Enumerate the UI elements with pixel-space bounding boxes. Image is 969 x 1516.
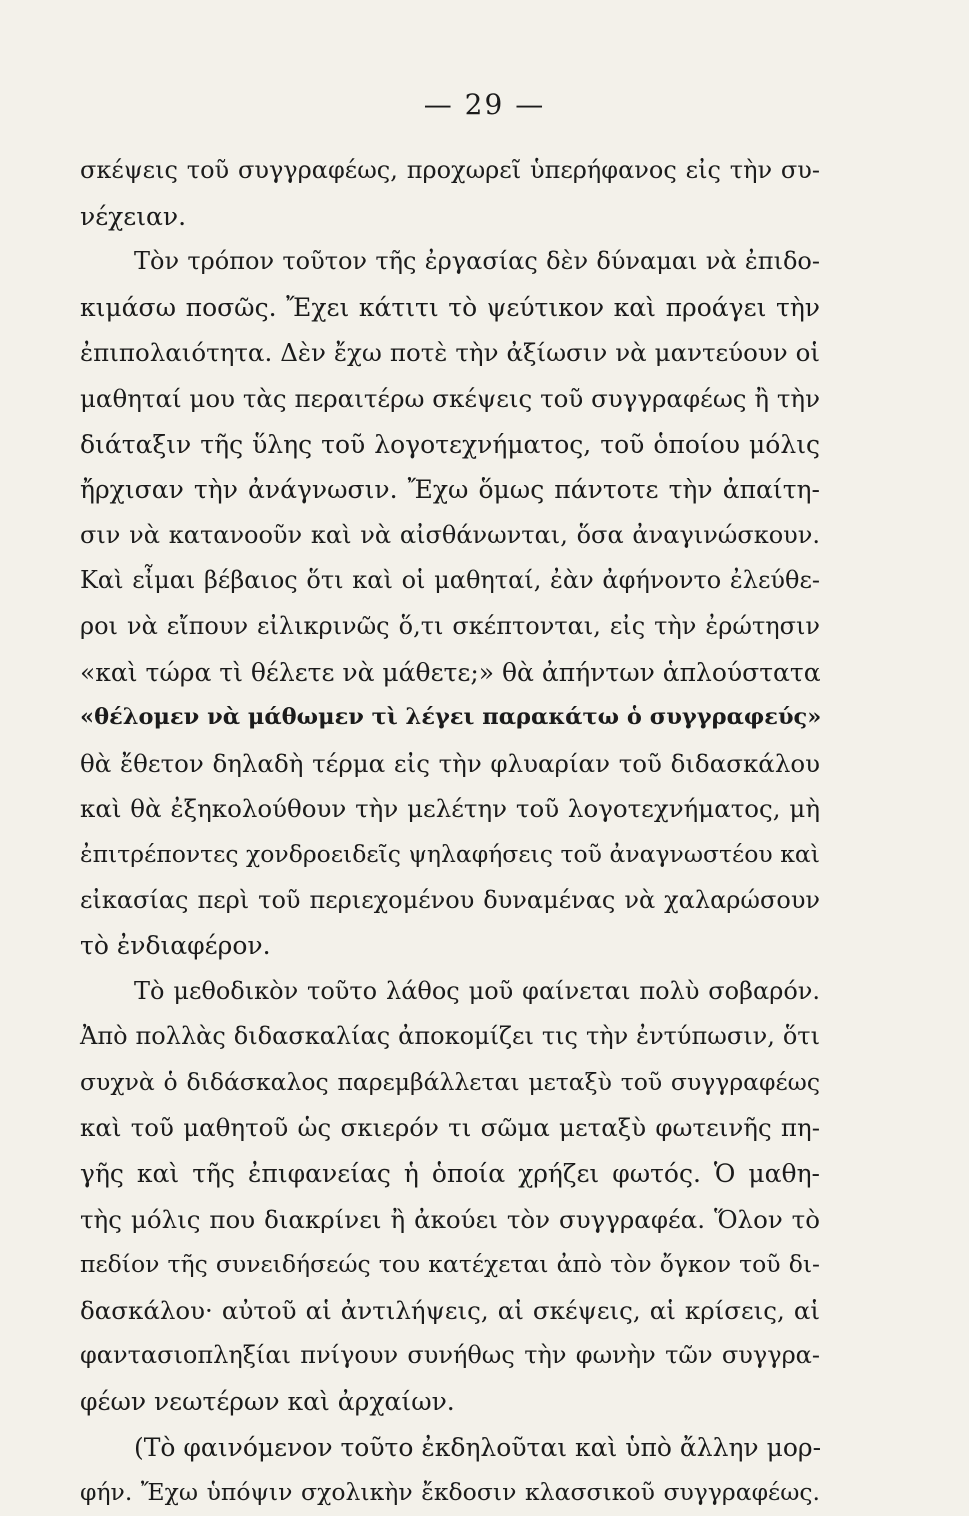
text-line: ἤρχισαν τὴν ἀνάγνωσιν. Ἔχω ὅμως πάντοτε τὴν ἀπαίτη- — [80, 475, 820, 505]
text-line: «θέλομεν νὰ μάθωμεν τὶ λέγει παρακάτω ὁ συγγραφεύς» — [80, 704, 822, 731]
page-number: — 29 — — [423, 88, 546, 121]
text-line: φαντασιοπληξίαι πνίγουν συνήθως τὴν φωνὴν τῶν συγγρα- — [80, 1341, 820, 1370]
text-line: σκέψεις τοῦ συγγραφέως, προχωρεῖ ὑπερήφανος εἰς τὴν συ- — [80, 156, 820, 184]
body-text — [80, 148, 820, 1516]
text-line: δασκάλου· αὐτοῦ αἱ ἀντιλήψεις, αἱ σκέψεις, αἱ κρίσεις, αἱ — [80, 1295, 820, 1325]
text-line: ροι νὰ εἴπουν εἰλικρινῶς ὅ,τι σκέπτονται, εἰς τὴν ἐρώτησιν — [80, 611, 820, 640]
text-line: συχνὰ ὁ διδάσκαλος παρεμβάλλεται μεταξὺ τοῦ συγγραφέως — [80, 1067, 820, 1096]
text-line: γῆς καὶ τῆς ἐπιφανείας ἡ ὁποία χρήζει φωτός. Ὁ μαθη- — [80, 1159, 820, 1189]
text-line: ἐπιτρέποντες χονδροειδεῖς ψηλαφήσεις τοῦ ἀναγνωστέου καὶ — [80, 839, 820, 868]
text-line: μαθηταί μου τὰς περαιτέρω σκέψεις τοῦ συγγραφέως ἢ τὴν — [80, 383, 820, 413]
text-line: (Τὸ φαινόμενον τοῦτο ἐκδηλοῦται καὶ ὑπὸ ἄλλην μορ- — [134, 1432, 822, 1462]
text-line: διάταξιν τῆς ὕλης τοῦ λογοτεχνήματος, τοῦ ὁποίου μόλις — [80, 429, 820, 459]
text-line: καὶ θὰ ἐξηκολούθουν τὴν μελέτην τοῦ λογοτεχνήματος, μὴ — [80, 794, 820, 824]
text-line: εἰκασίας περὶ τοῦ περιεχομένου δυναμένας νὰ χαλαρώσουν — [80, 885, 820, 914]
text-line: φήν. Ἔχω ὑπόψιν σχολικὴν ἔκδοσιν κλασσικοῦ συγγραφέως. — [80, 1478, 820, 1507]
text-line: σιν νὰ κατανοοῦν καὶ νὰ αἰσθάνωνται, ὅσα ἀναγινώσκουν. — [80, 520, 820, 549]
text-line: καὶ τοῦ μαθητοῦ ὡς σκιερόν τι σῶμα μεταξὺ φωτεινῆς πη- — [80, 1113, 820, 1143]
text-line: Ἀπὸ πολλὰς διδασκαλίας ἀποκομίζει τις τὴν ἐντύπωσιν, ὅτι — [80, 1022, 820, 1051]
text-line: Τὸ μεθοδικὸν τοῦτο λάθος μοῦ φαίνεται πολὺ σοβαρόν. — [134, 976, 820, 1005]
text-line: τὸ ἐνδιαφέρον. — [80, 931, 271, 961]
text-line: ἐπιπολαιότητα. Δὲν ἔχω ποτὲ τὴν ἀξίωσιν νὰ μαντεύουν οἱ — [80, 338, 820, 368]
text-line: θὰ ἔθετον δηλαδὴ τέρμα εἰς τὴν φλυαρίαν τοῦ διδασκάλου — [80, 748, 820, 778]
text-line: φέων νεωτέρων καὶ ἀρχαίων. — [80, 1387, 455, 1417]
text-line: κιμάσω ποσῶς. Ἔχει κάτιτι τὸ ψεύτικον καὶ προάγει τὴν — [80, 292, 820, 322]
text-line: «καὶ τώρα τὶ θέλετε νὰ μάθετε;» θὰ ἀπήντων ἁπλούστατα — [80, 657, 821, 687]
text-line: Τὸν τρόπον τοῦτον τῆς ἐργασίας δὲν δύναμαι νὰ ἐπιδο- — [134, 247, 820, 276]
text-line: νέχειαν. — [80, 201, 187, 231]
text-line: Καὶ εἶμαι βέβαιος ὅτι καὶ οἱ μαθηταί, ἐὰν ἀφήνοντο ἐλεύθε- — [80, 566, 820, 595]
text-line: τὴς μόλις που διακρίνει ἢ ἀκούει τὸν συγγραφέα. Ὅλον τὸ — [80, 1204, 820, 1234]
text-line: πεδίον τῆς συνειδήσεώς του κατέχεται ἀπὸ τὸν ὄγκον τοῦ δι- — [80, 1250, 820, 1279]
